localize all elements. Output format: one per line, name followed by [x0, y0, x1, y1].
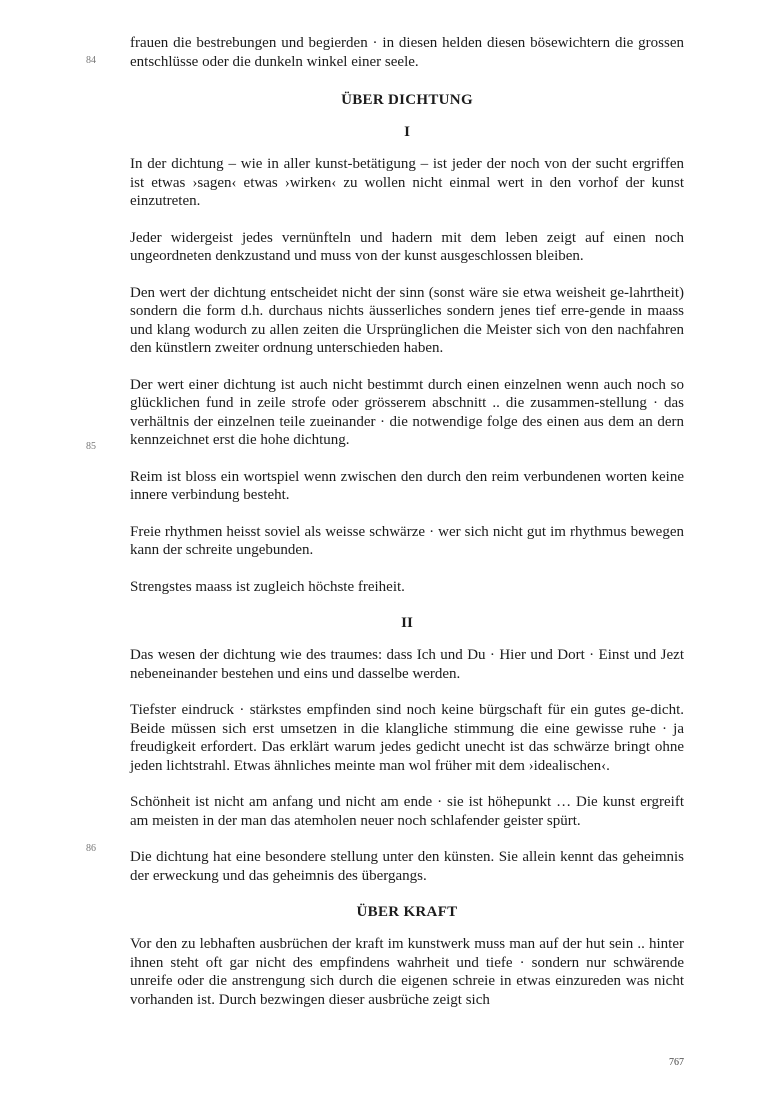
paragraph: Das wesen der dichtung wie des traumes: dass Ich und Du · Hier und Dort · Einst und Jezt nebeneinander bestehen und eins und dasselbe werden.	[130, 647, 684, 682]
paragraph: Tiefster eindruck · stärkstes empfinden sind noch keine bürgschaft für ein gutes ge-dicht. Beide müssen sich erst umsetzen in die klangliche stimmung die eine gewisse ruhe · ja freudigkeit erfordert. Das erklärt warum jedes gedicht unecht ist das schwärze bringt ohne jeden lichtstrahl. Etwas ähnliches meinte man wol früher mit dem ›idealischen‹.	[130, 702, 684, 774]
intro-paragraph: frauen die bestrebungen und begierden · in diesen helden diesen bösewichtern die grossen entschlüsse oder die dunkeln winkel einer seele.	[130, 35, 684, 70]
margin-line-number: 85	[86, 441, 96, 452]
margin-line-number: 84	[86, 55, 96, 66]
paragraph: Den wert der dichtung entscheidet nicht der sinn (sonst wäre sie etwa weisheit ge-lahrtheit) sondern die form d.h. durchaus nichts äusserliches sondern jenes tief erre-gende in maass und klang wodurch zu allen zeiten die Ursprünglichen die Meister sich von den nachfahren den künstlern zweiter ordnung unterschieden haben.	[130, 284, 684, 356]
text-column	[130, 34, 684, 1009]
paragraph: Jeder widergeist jedes vernünfteln und hadern mit dem leben zeigt auf einen noch ungeordneten denkzustand und muss von der kunst ausgeschlossen bleiben.	[130, 229, 684, 264]
part-number-I: I	[404, 124, 410, 140]
paragraph: Freie rhythmen heisst soviel als weisse schwärze · wer sich nicht gut im rhythmus bewegen kann der schreite ungebunden.	[130, 523, 684, 558]
paragraph: In der dichtung – wie in aller kunst-betätigung – ist jeder der noch von der sucht ergriffen ist etwas ›sagen‹ etwas ›wirken‹ zu wollen nicht einmal wert in den vorhof der kunst einzutreten.	[130, 156, 684, 209]
part-number-II: II	[401, 615, 413, 631]
paragraph: Strengstes maass ist zugleich höchste freiheit.	[130, 578, 405, 595]
paragraph: Der wert einer dichtung ist auch nicht bestimmt durch einen einzelnen wenn auch noch so glücklichen fund in zeile strofe oder grösserem abschnitt .. die zusammen-stellung · das verhältnis der einzelnen teile zueinander · die notwendige folge des einen aus dem an dern kennzeichnet erst die hohe dichtung.	[130, 376, 684, 448]
section-heading-uber-kraft: ÜBER KRAFT	[356, 904, 458, 920]
paragraph: Vor den zu lebhaften ausbrüchen der kraft im kunstwerk muss man auf der hut sein .. hinter ihnen steht oft gar nicht des empfindens wahrheit und tiefe · sondern nur schwärende unreife oder die anstrengung sich durch die eigenen schreie in etwas einzureden was nicht vorhanden ist. Durch bezwingen dieser ausbrüche zeigt sich	[130, 936, 684, 1008]
page-number: 767	[669, 1057, 684, 1068]
section-heading-uber-dichtung: ÜBER DICHTUNG	[341, 92, 473, 108]
paragraph: Reim ist bloss ein wortspiel wenn zwischen den durch den reim verbundenen worten keine innere verbindung besteht.	[130, 468, 684, 503]
paragraph: Die dichtung hat eine besondere stellung unter den künsten. Sie allein kennt das geheimnis der erweckung und das geheimnis des übergangs.	[130, 849, 684, 884]
margin-line-number: 86	[86, 843, 96, 854]
paragraph: Schönheit ist nicht am anfang und nicht am ende · sie ist höhepunkt … Die kunst ergreift am meisten in der man das atemholen neuer noch schlafender geister spürt.	[130, 794, 684, 829]
